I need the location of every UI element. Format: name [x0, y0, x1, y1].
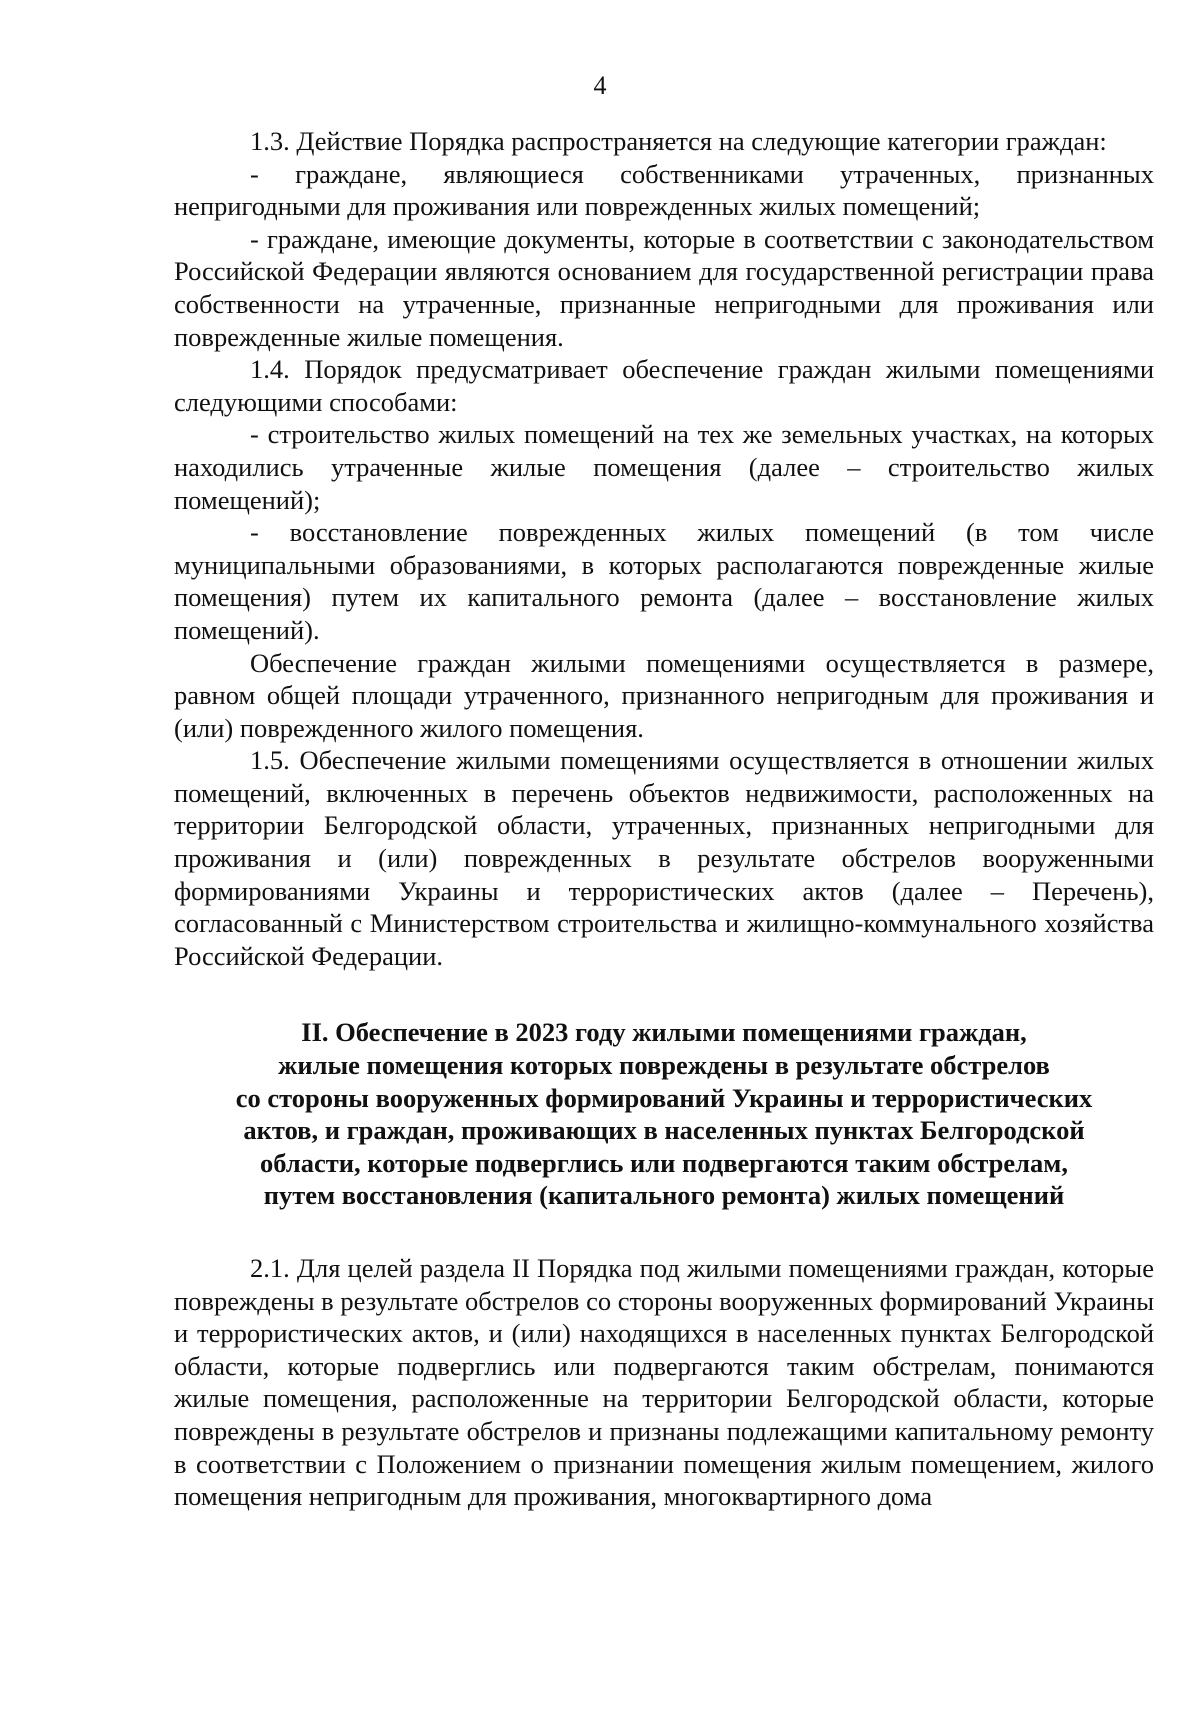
- section-title-line: II. Обеспечение в 2023 году жилыми помещениями граждан,: [301, 1017, 1027, 1048]
- section-title-line: путем восстановления (капитального ремонта) жилых помещений: [263, 1180, 1065, 1211]
- list-item-document-holders: - граждане, имеющие документы, которые в соответствии с законодательством Российской Федерации являются основанием для государственной регистрации права собственности на утраченные, признанные непригодными для проживания или поврежденные жилые помещения.: [174, 223, 1154, 352]
- paragraph-1-3: 1.3. Действие Порядка распространяется на следующие категории граждан:: [250, 126, 1107, 156]
- page-number: 4: [593, 71, 607, 100]
- paragraph-2-1: 2.1. Для целей раздела II Порядка под жилыми помещениями граждан, которые повреждены в результате обстрелов со стороны вооруженных формирований Украины и террористических актов, и (или) находящихся в населенных пунктах Белгородской области, которые подверглись или подвергаются таким обстрелам, понимаются жилые помещения, расположенные на территории Белгородской области, которые повреждены в результате обстрелов и признаны подлежащими капитальному ремонту в соответствии с Положением о признании помещения жилым помещением, жилого помещения непригодным для проживания, многоквартирного дома: [174, 1253, 1154, 1512]
- list-item-construction: - строительство жилых помещений на тех же земельных участках, на которых находились утраченные жилые помещения (далее – строительство жилых помещений);: [174, 419, 1154, 515]
- section-title-line: области, которые подверглись или подвергаются таким обстрелам,: [260, 1147, 1068, 1178]
- paragraph-area-provision: Обеспечение граждан жилыми помещениями осуществляется в размере, равном общей площади утраченного, признанного непригодным для проживания и (или) поврежденного жилого помещения.: [174, 647, 1154, 743]
- paragraph-1-4: 1.4. Порядок предусматривает обеспечение граждан жилыми помещениями следующими способами:: [174, 354, 1154, 417]
- document-body: [174, 125, 1154, 1513]
- section-title-line: со стороны вооруженных формирований Украины и террористических: [235, 1082, 1093, 1113]
- list-item-restoration: - восстановление поврежденных жилых помещений (в том числе муниципальными образованиями, в которых располагаются поврежденные жилые помещения) путем их капитального ремонта (далее – восстановление жилых помещений).: [174, 517, 1154, 645]
- section-title-line: актов, и граждан, проживающих в населенных пунктах Белгородской: [243, 1115, 1085, 1146]
- section-title-line: жилые помещения которых повреждены в результате обстрелов: [278, 1050, 1050, 1081]
- paragraph-1-5: 1.5. Обеспечение жилыми помещениями осуществляется в отношении жилых помещений, включенных в перечень объектов недвижимости, расположенных на территории Белгородской области, утраченных, признанных непригодными для проживания и (или) поврежденных в результате обстрелов вооруженными формированиями Украины и террористических актов (далее – Перечень), согласованный с Министерством строительства и жилищно-коммунального хозяйства Российской Федерации.: [174, 745, 1154, 971]
- section-title: [174, 1016, 1154, 1212]
- list-item-owners: - граждане, являющиеся собственниками утраченных, признанных непригодными для проживания или поврежденных жилых помещений;: [174, 158, 1154, 222]
